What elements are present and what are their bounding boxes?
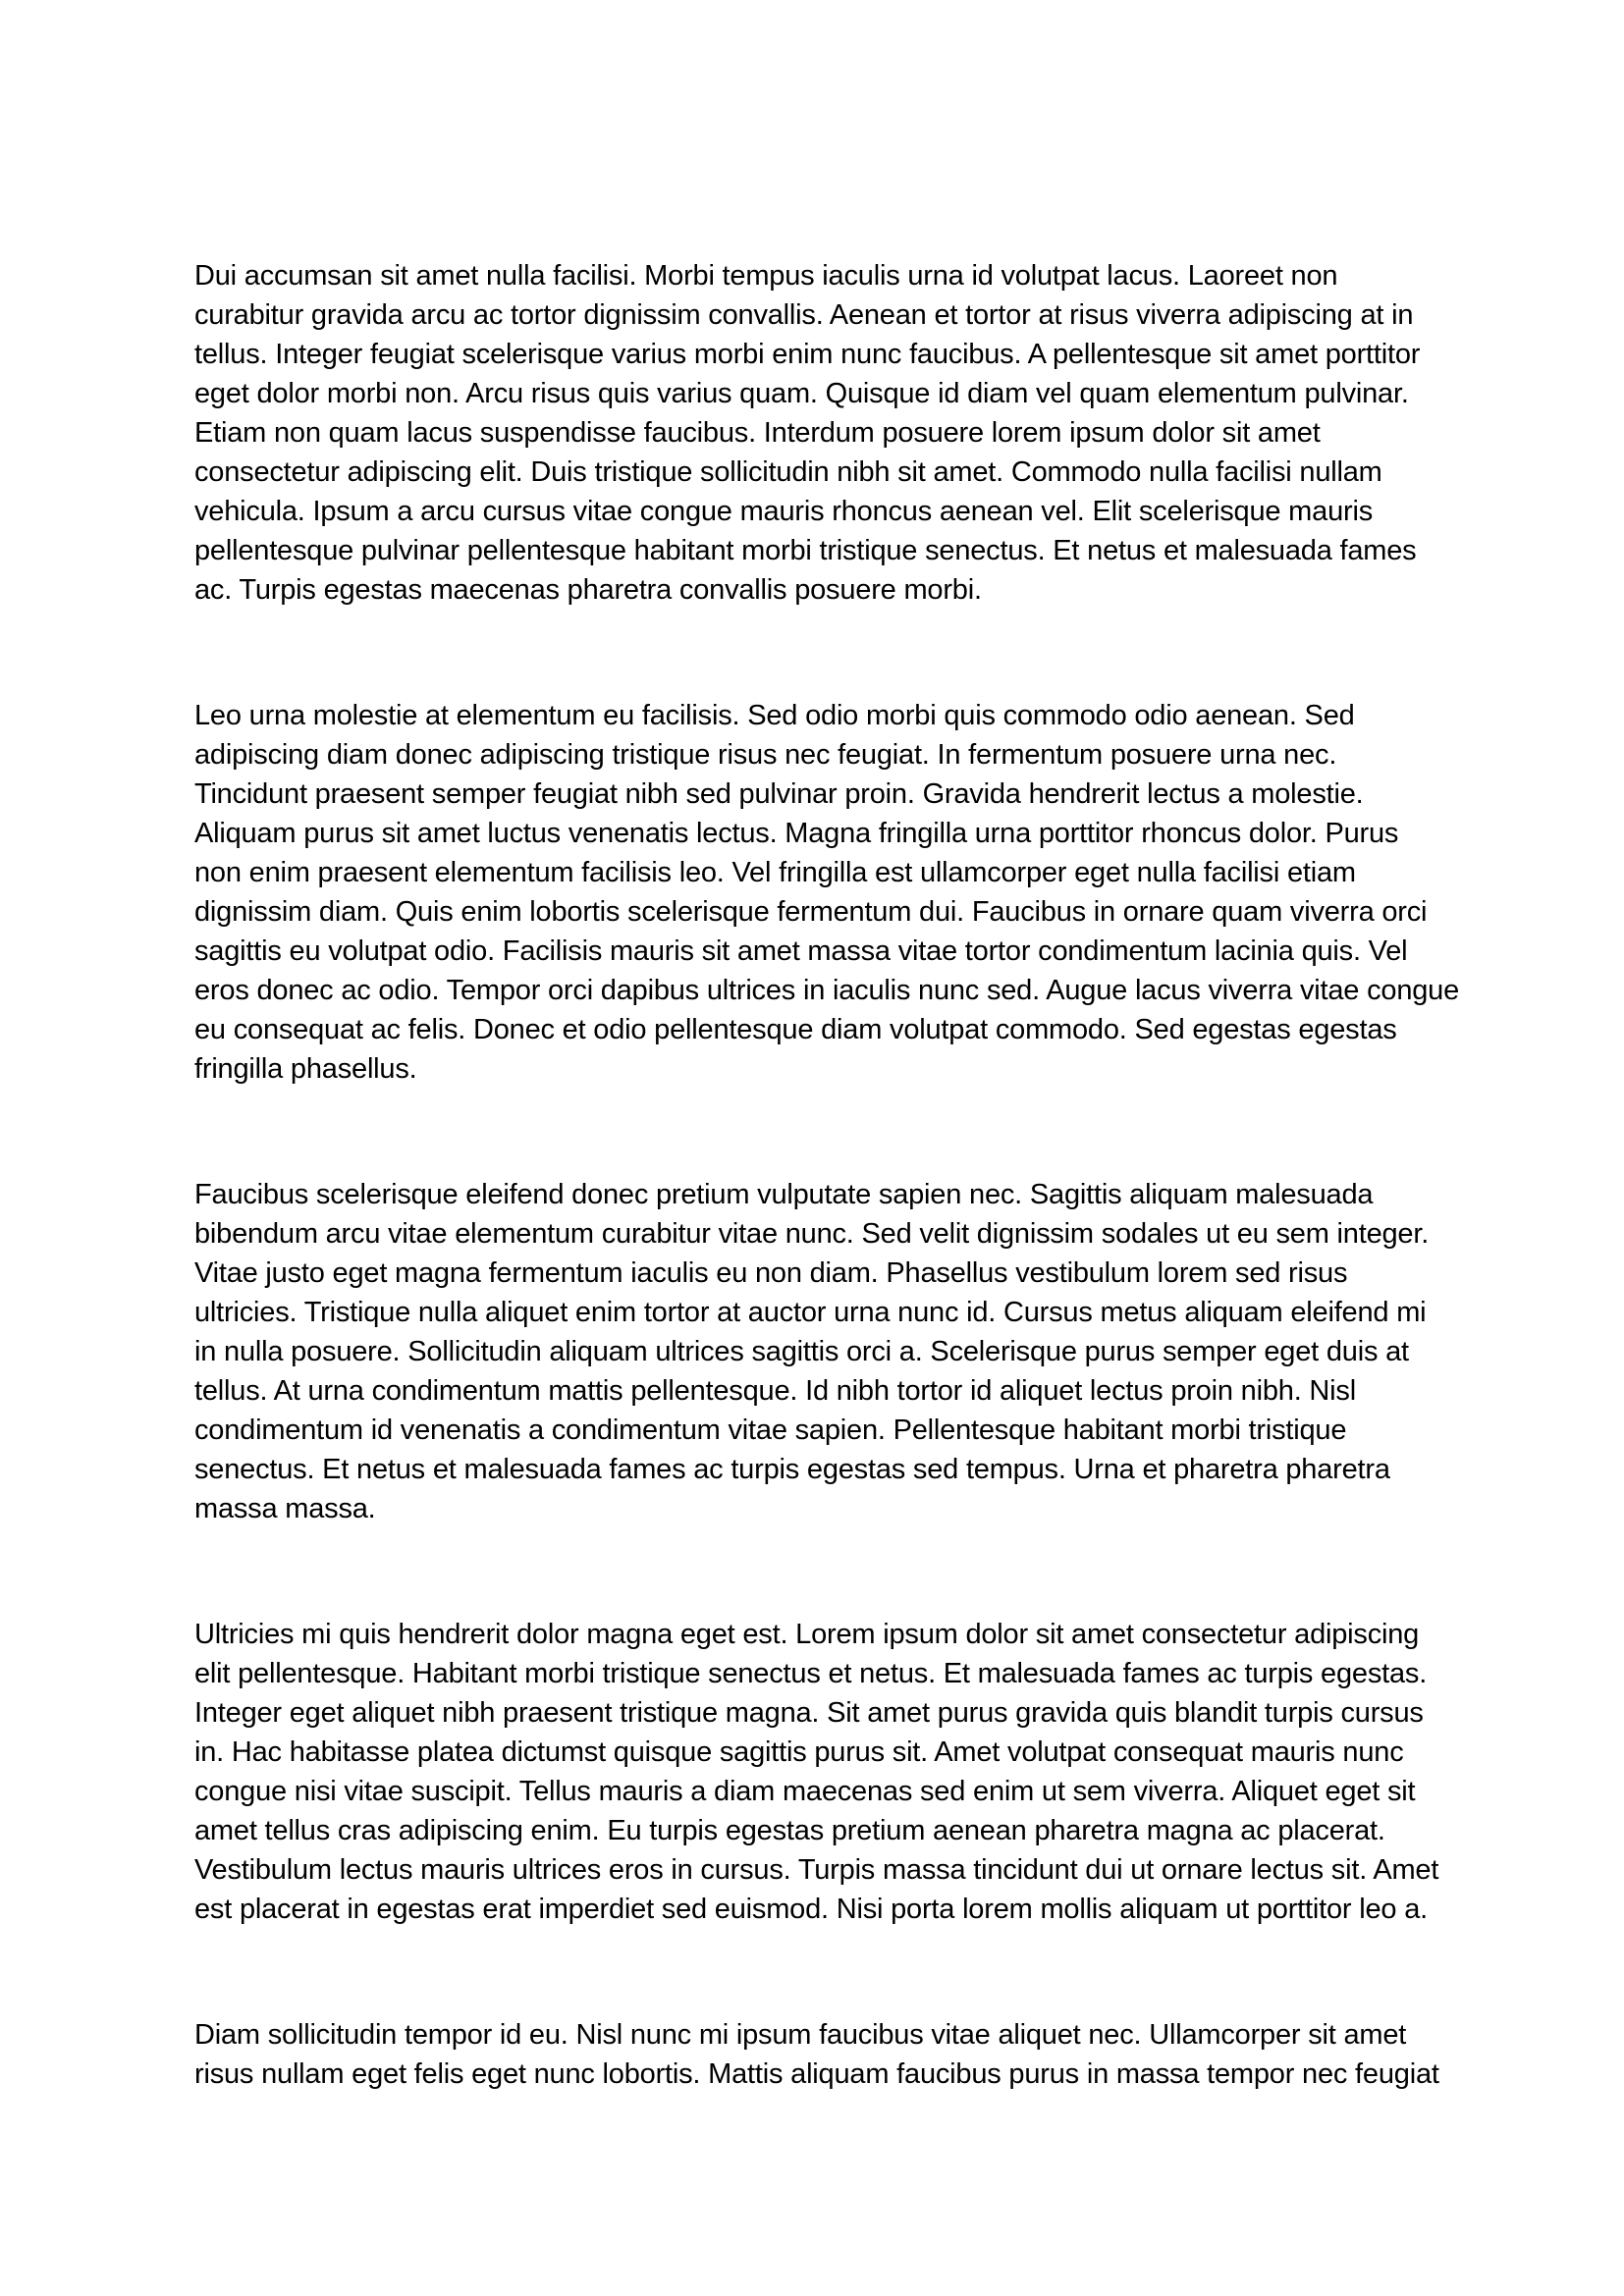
- text-line: Aliquam purus sit amet luctus venenatis lectus. Magna fringilla urna porttitor rhoncus dolor. Purus: [194, 818, 1399, 849]
- text-line: fringilla phasellus.: [194, 1053, 417, 1085]
- text-line: adipiscing diam donec adipiscing tristique risus nec feugiat. In fermentum posuere urna nec.: [194, 739, 1337, 771]
- text-line: in nulla posuere. Sollicitudin aliquam ultrices sagittis orci a. Scelerisque purus semper eget duis at: [194, 1336, 1409, 1367]
- text-line: Leo urna molestie at elementum eu facilisis. Sed odio morbi quis commodo odio aenean. Sed: [194, 700, 1355, 731]
- paragraph-4: [194, 1615, 1549, 1929]
- text-line: Ultricies mi quis hendrerit dolor magna eget est. Lorem ipsum dolor sit amet consectetur adipiscing: [194, 1619, 1420, 1650]
- text-line: risus nullam eget felis eget nunc lobortis. Mattis aliquam faucibus purus in massa tempor nec feugiat: [194, 2058, 1439, 2090]
- text-line: amet tellus cras adipiscing enim. Eu turpis egestas pretium aenean pharetra magna ac placerat.: [194, 1815, 1385, 1846]
- text-line: est placerat in egestas erat imperdiet sed euismod. Nisi porta lorem mollis aliquam ut porttitor leo a.: [194, 1894, 1428, 1925]
- text-line: ac. Turpis egestas maecenas pharetra convallis posuere morbi.: [194, 574, 982, 606]
- text-line: curabitur gravida arcu ac tortor dignissim convallis. Aenean et tortor at risus viverra adipiscing at in: [194, 299, 1414, 331]
- text-line: senectus. Et netus et malesuada fames ac turpis egestas sed tempus. Urna et pharetra pharetra: [194, 1454, 1390, 1485]
- text-line: in. Hac habitasse platea dictumst quisque sagittis purus sit. Amet volutpat consequat mauris nunc: [194, 1736, 1404, 1768]
- text-line: Diam sollicitudin tempor id eu. Nisl nunc mi ipsum faucibus vitae aliquet nec. Ullamcorper sit amet: [194, 2019, 1407, 2051]
- text-line: Vitae justo eget magna fermentum iaculis eu non diam. Phasellus vestibulum lorem sed risus: [194, 1257, 1348, 1289]
- text-line: vehicula. Ipsum a arcu cursus vitae congue mauris rhoncus aenean vel. Elit scelerisque mauris: [194, 496, 1373, 527]
- text-line: massa massa.: [194, 1493, 376, 1524]
- paragraph-1: [194, 256, 1549, 610]
- text-line: Integer eget aliquet nibh praesent tristique magna. Sit amet purus gravida quis blandit turpis cursus: [194, 1697, 1424, 1729]
- text-line: elit pellentesque. Habitant morbi tristique senectus et netus. Et malesuada fames ac turpis egestas.: [194, 1658, 1428, 1689]
- text-line: dignissim diam. Quis enim lobortis scelerisque fermentum dui. Faucibus in ornare quam viverra orci: [194, 896, 1428, 928]
- text-line: Faucibus scelerisque eleifend donec pretium vulputate sapien nec. Sagittis aliquam malesuada: [194, 1179, 1374, 1210]
- text-line: Tincidunt praesent semper feugiat nibh sed pulvinar proin. Gravida hendrerit lectus a molestie.: [194, 778, 1364, 810]
- document-text-block: [194, 256, 1549, 2180]
- text-line: eget dolor morbi non. Arcu risus quis varius quam. Quisque id diam vel quam elementum pulvinar.: [194, 378, 1409, 409]
- paragraph-3: [194, 1175, 1549, 1528]
- text-line: condimentum id venenatis a condimentum vitae sapien. Pellentesque habitant morbi tristique: [194, 1415, 1347, 1446]
- text-line: eu consequat ac felis. Donec et odio pellentesque diam volutpat commodo. Sed egestas egestas: [194, 1014, 1397, 1045]
- text-line: Dui accumsan sit amet nulla facilisi. Morbi tempus iaculis urna id volutpat lacus. Laoreet non: [194, 260, 1338, 292]
- text-line: non enim praesent elementum facilisis leo. Vel fringilla est ullamcorper eget nulla facilisi etiam: [194, 857, 1356, 888]
- text-line: consectetur adipiscing elit. Duis tristique sollicitudin nibh sit amet. Commodo nulla facilisi nullam: [194, 456, 1382, 488]
- text-line: ultricies. Tristique nulla aliquet enim tortor at auctor urna nunc id. Cursus metus aliquam eleifend mi: [194, 1297, 1427, 1328]
- text-line: Etiam non quam lacus suspendisse faucibus. Interdum posuere lorem ipsum dolor sit amet: [194, 417, 1321, 449]
- paragraph-2: [194, 696, 1549, 1089]
- text-line: Vestibulum lectus mauris ultrices eros in cursus. Turpis massa tincidunt dui ut ornare lectus sit. Amet: [194, 1854, 1439, 1886]
- text-line: congue nisi vitae suscipit. Tellus mauris a diam maecenas sed enim ut sem viverra. Aliquet eget sit: [194, 1776, 1416, 1807]
- paragraph-5: [194, 2015, 1549, 2094]
- text-line: tellus. Integer feugiat scelerisque varius morbi enim nunc faucibus. A pellentesque sit amet porttitor: [194, 339, 1421, 370]
- text-line: sagittis eu volutpat odio. Facilisis mauris sit amet massa vitae tortor condimentum lacinia quis. Vel: [194, 935, 1408, 967]
- text-line: eros donec ac odio. Tempor orci dapibus ultrices in iaculis nunc sed. Augue lacus viverra vitae congue: [194, 975, 1460, 1006]
- text-line: tellus. At urna condimentum mattis pellentesque. Id nibh tortor id aliquet lectus proin nibh. Nisl: [194, 1375, 1356, 1407]
- text-line: pellentesque pulvinar pellentesque habitant morbi tristique senectus. Et netus et malesuada fames: [194, 535, 1417, 566]
- text-line: bibendum arcu vitae elementum curabitur vitae nunc. Sed velit dignissim sodales ut eu sem integer.: [194, 1218, 1430, 1250]
